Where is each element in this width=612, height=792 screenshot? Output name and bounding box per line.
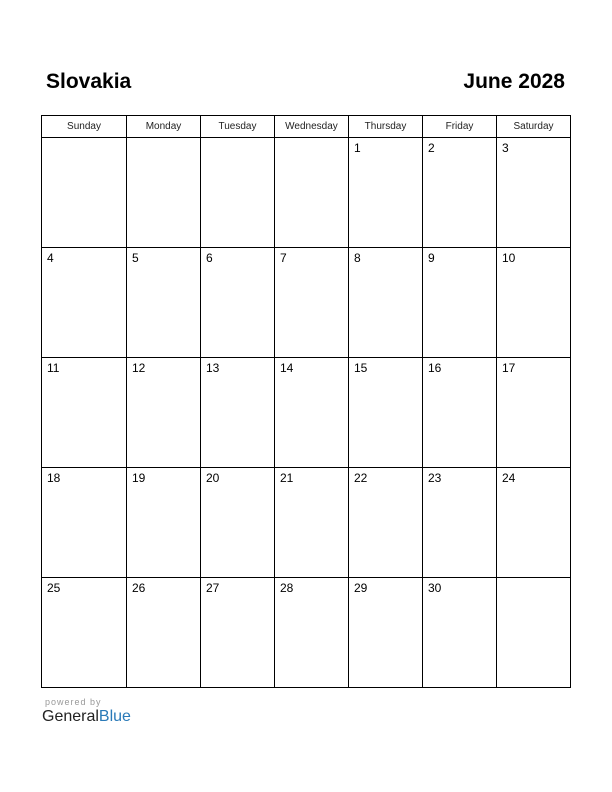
powered-by-label: powered by [45,697,102,707]
day-number: 14 [280,361,294,375]
calendar-grid [41,115,571,688]
day-number: 3 [502,141,509,155]
day-number: 20 [206,471,220,485]
day-cell [42,138,127,248]
day-cell [201,248,275,358]
day-number [275,138,348,141]
day-cell [42,248,127,358]
day-number: 29 [354,581,368,595]
day-cell [497,138,571,248]
day-number: 4 [47,251,54,265]
weekday-thursday: Thursday [349,116,423,138]
weekday-tuesday: Tuesday [201,116,275,138]
day-number: 11 [47,361,60,375]
day-cell [349,468,423,578]
month-year-title: June 2028 [463,70,565,93]
brand-blue: Blue [98,708,131,725]
day-number: 5 [132,251,139,265]
day-number [42,138,126,141]
day-cell [497,358,571,468]
weekday-friday: Friday [423,116,497,138]
week-row [42,138,571,248]
day-cell [497,578,571,688]
day-number: 28 [280,581,294,595]
day-cell [497,468,571,578]
day-cell [127,358,201,468]
weekday-saturday: Saturday [497,116,571,138]
day-number: 17 [502,361,516,375]
day-cell [423,468,497,578]
day-number: 21 [280,471,294,485]
weekday-sunday: Sunday [42,116,127,138]
day-number: 22 [354,471,368,485]
day-number: 27 [206,581,220,595]
day-number: 26 [132,581,146,595]
day-number: 16 [428,361,442,375]
day-number: 6 [206,251,213,265]
day-cell [42,358,127,468]
brand-general: General [42,708,99,725]
day-cell [275,138,349,248]
day-number: 8 [354,251,361,265]
day-number: 2 [428,141,435,155]
day-number [497,578,570,581]
week-row [42,468,571,578]
day-cell [127,138,201,248]
week-row [42,358,571,468]
weekday-header-row [42,116,571,138]
day-cell [127,578,201,688]
day-cell [423,578,497,688]
weekday-wednesday: Wednesday [275,116,349,138]
day-number: 30 [428,581,442,595]
day-cell [349,358,423,468]
weekday-monday: Monday [127,116,201,138]
day-cell [423,138,497,248]
day-cell [127,468,201,578]
day-cell [201,138,275,248]
day-cell [497,248,571,358]
day-number: 18 [47,471,61,485]
day-number: 10 [502,251,516,265]
day-number: 9 [428,251,435,265]
day-number: 15 [354,361,368,375]
day-number: 23 [428,471,442,485]
day-cell [349,248,423,358]
day-cell [349,578,423,688]
day-cell [349,138,423,248]
day-cell [275,248,349,358]
generalblue-logo [42,708,131,726]
week-row [42,248,571,358]
day-cell [275,578,349,688]
day-cell [201,578,275,688]
day-number: 25 [47,581,61,595]
day-number: 12 [132,361,146,375]
day-cell [42,578,127,688]
day-cell [423,358,497,468]
day-number: 24 [502,471,516,485]
day-number [201,138,274,141]
week-row [42,578,571,688]
day-number: 13 [206,361,220,375]
day-number [127,138,200,141]
day-cell [275,358,349,468]
day-number: 1 [354,141,361,155]
day-cell [127,248,201,358]
day-cell [275,468,349,578]
country-title: Slovakia [46,70,132,93]
day-cell [423,248,497,358]
day-cell [42,468,127,578]
day-number: 19 [132,471,146,485]
day-number: 7 [280,251,287,265]
day-cell [201,358,275,468]
day-cell [201,468,275,578]
